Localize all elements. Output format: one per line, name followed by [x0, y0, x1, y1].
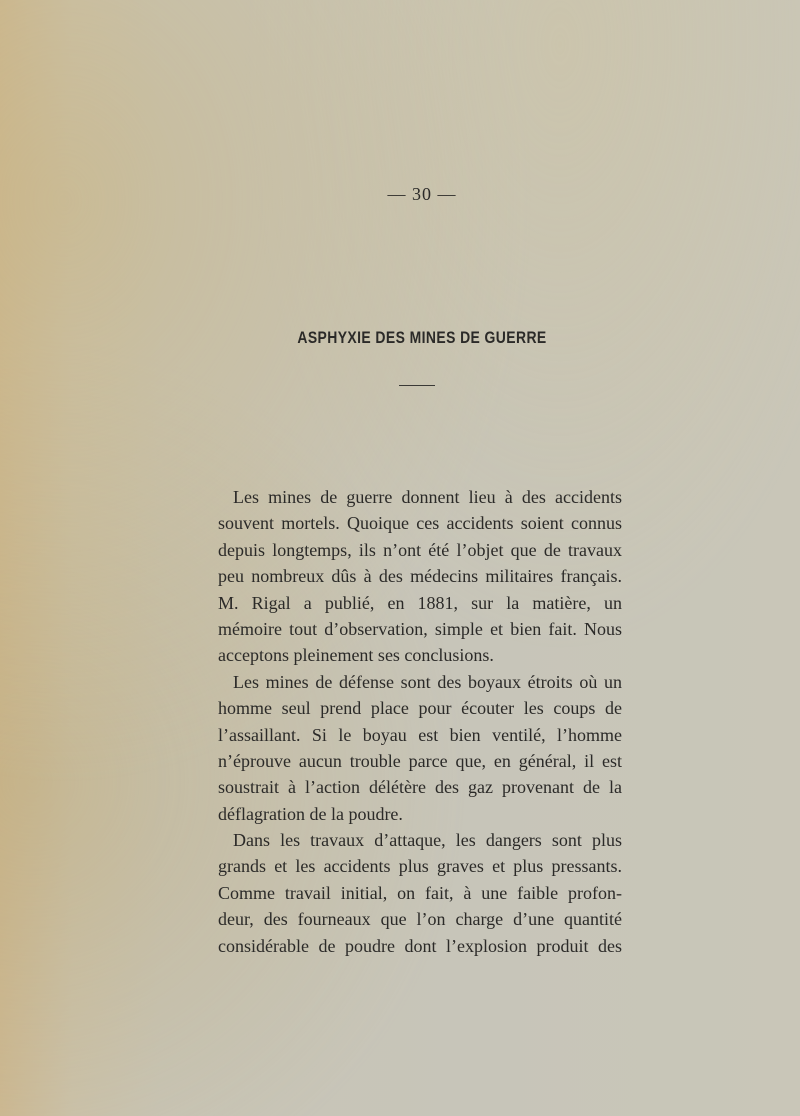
body-text [218, 484, 622, 959]
text-line: mémoire tout d’observation, simple et bien fait. Nous [218, 618, 622, 639]
text-line: Dans les travaux d’attaque, les dangers sont plus [233, 830, 622, 851]
text-line: depuis longtemps, ils n’ont été l’objet que de travaux [218, 539, 622, 560]
chapter-title: ASPHYXIE DES MINES DE GUERRE [297, 328, 547, 347]
text-line: déflagration de la poudre. [218, 803, 403, 824]
text-line: considérable de poudre dont l’explosion produit des [218, 935, 622, 956]
title-divider-rule [399, 385, 435, 386]
text-line: Les mines de défense sont des boyaux étroits où un [233, 671, 622, 692]
text-line: Les mines de guerre donnent lieu à des accidents [233, 487, 622, 507]
page-number: — 30 — [387, 184, 457, 204]
text-line: l’assaillant. Si le boyau est bien ventilé, l’homme [218, 724, 622, 745]
text-line: M. Rigal a publié, en 1881, sur la matière, un [218, 592, 622, 613]
text-line: acceptons pleinement ses conclusions. [218, 645, 494, 666]
text-line: grands et les accidents plus graves et plus pressants. [218, 856, 622, 877]
text-line: soustrait à l’action délétère des gaz provenant de la [218, 777, 622, 798]
text-line: homme seul prend place pour écouter les coups de [218, 698, 622, 719]
text-line: souvent mortels. Quoique ces accidents soient connus [218, 513, 622, 534]
text-line: deur, des fourneaux que l’on charge d’une quantité [218, 909, 622, 930]
text-line: n’éprouve aucun trouble parce que, en général, il est [218, 750, 622, 771]
text-line: peu nombreux dûs à des médecins militaires français. [218, 566, 622, 587]
text-line: Comme travail initial, on fait, à une faible profon- [218, 882, 622, 903]
